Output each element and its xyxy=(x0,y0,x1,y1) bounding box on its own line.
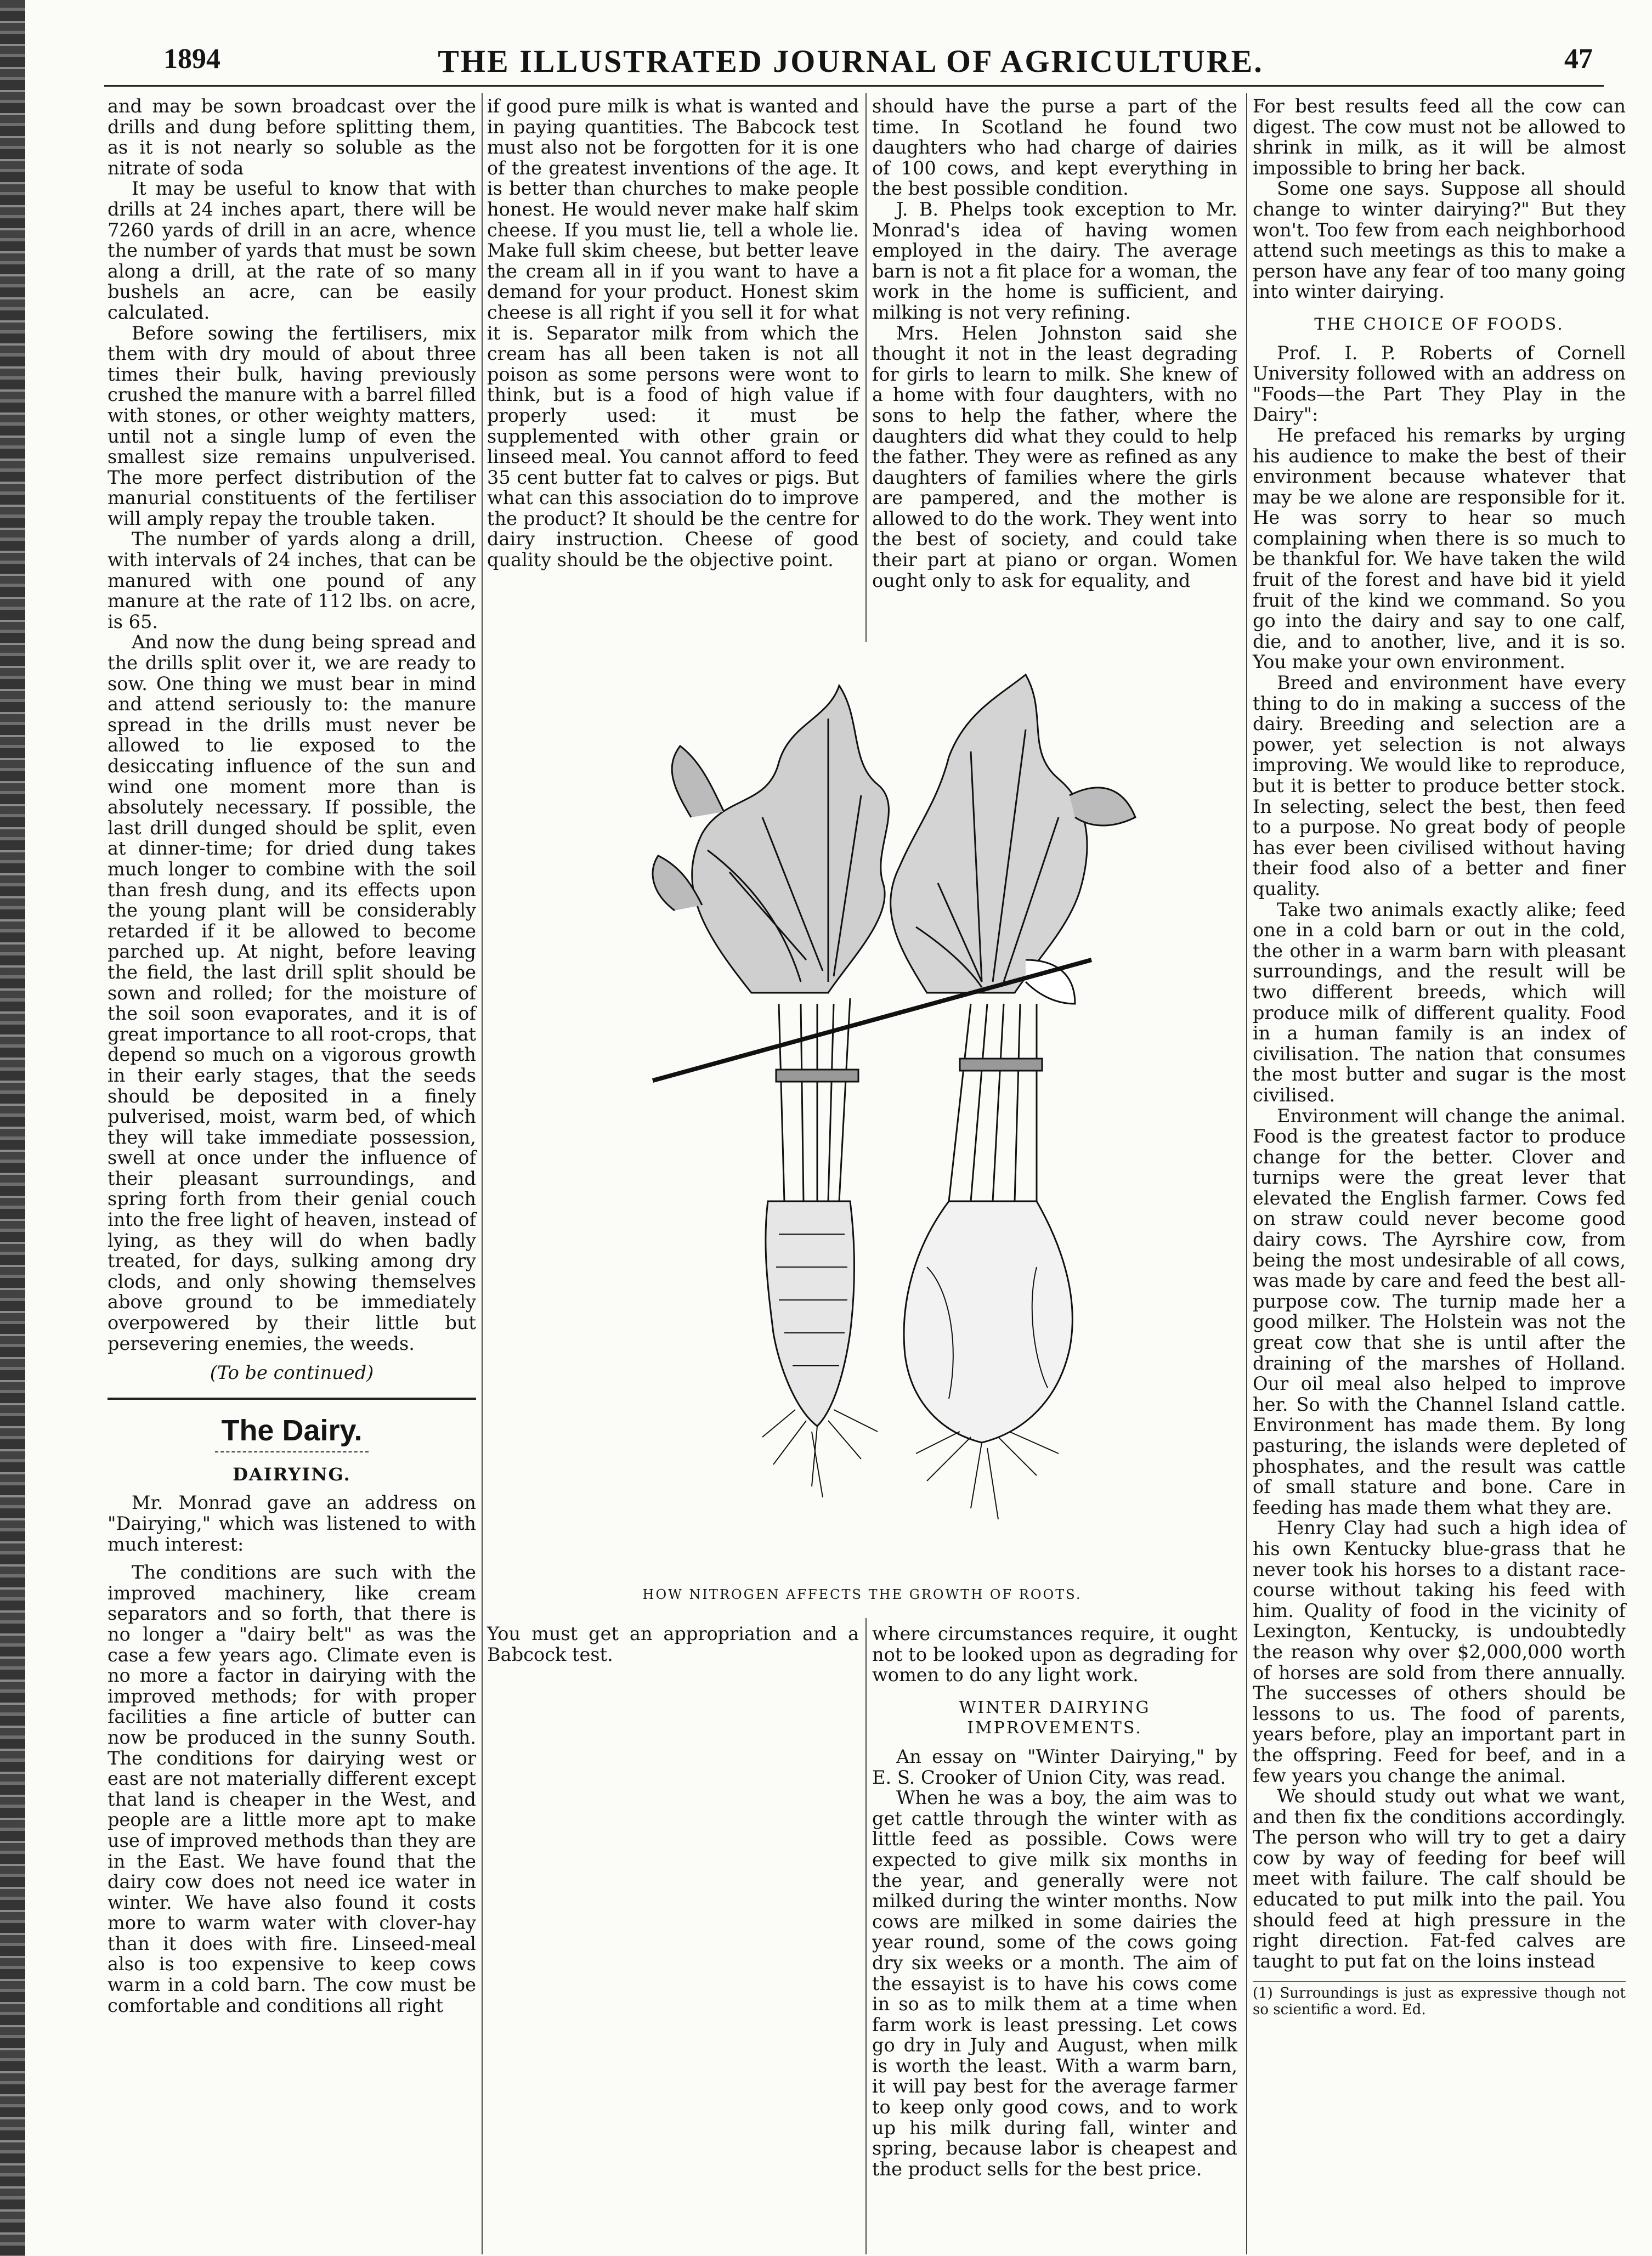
paragraph: You must get an appropriation and a Babcock test. xyxy=(487,1623,859,1665)
article-column-1 xyxy=(108,96,476,2016)
scan-edge xyxy=(0,0,25,2256)
paragraph: For best results feed all the cow can digest. The cow must not be allowed to shrink in milk, as it will be almost impossible to bring her back. xyxy=(1253,95,1626,179)
root-right-icon xyxy=(904,1201,1072,1443)
page-number: 47 xyxy=(1564,43,1593,75)
paragraph: He prefaced his remarks by urging his audience to make the best of their environment because whatever that may be we alone are responsible for it. He was sorry to hear so much complaining when there is so much to be thankful for. We have taken the wild fruit of the forest and have bid it yield fruit of the kind we command. So you go into the dairy and say to one calf, die, and to another, live, and it is so. You make your own environment. xyxy=(1253,424,1626,673)
foliage-left-icon xyxy=(653,686,889,993)
header-rule xyxy=(104,85,1604,87)
article-column-2-lower xyxy=(487,1624,859,1665)
paragraph: Breed and environment have every thing to do in making a success of the dairy. Breeding and selection are a power, yet selection is not always improving. We would like to reproduce, but it is better to produce better stock. In selecting, select the best, then feed to a purpose. No great body of people has ever been civilised without having their food also of a better and finer quality. xyxy=(1253,672,1626,900)
paragraph: where circumstances require, it ought not to be looked upon as degrading for women to do any light work. xyxy=(872,1623,1237,1686)
paragraph: Mr. Monrad gave an address on "Dairying," which was listened to with much interest: xyxy=(108,1492,476,1555)
paragraph: And now the dung being spread and the drills split over it, we are ready to sow. One thing we must bear in mind and attend seriously to: the manure spread in the drills must never be allowed to lie exposed to the desiccating influence of the sun and wind one moment more than is absolutely necessary. If possible, the last drill dunged should be split, even at dinner-time; for dried dung takes much longer to combine with the soil than fresh dung, and its effects upon the young plant will be considerably retarded if it be allowed to become parched up. At night, before leaving the field, the last drill split should be sown and rolled; for the moisture of the soil soon evaporates, and it is of great importance to all root-crops, that depend so much on a vigorous growth in their early stages, that the seeds should be deposited in a finely pulverised, moist, warm bed, of which they will take immediate possession, swell at once under the influence of their pleasant surroundings, and spring forth from their genial couch into the free light of heaven, instead of lying, as they will do when badly treated, for days, sulking among dry clods, and only showing themselves above ground to be immediately overpowered by their little but persevering enemies, the weeds. xyxy=(108,631,476,1354)
paragraph: Before sowing the fertilisers, mix them with dry mould of about three times their bulk, having previously crushed the manure with a barrel filled with stones, or other weighty matters, until not a single lump of even the smallest size remains unpulverised. The more perfect distribution of the manurial constituents of the fertiliser will amply repay the trouble taken. xyxy=(108,322,476,529)
paragraph: An essay on "Winter Dairying," by E. S. Crooker of Union City, was read. xyxy=(872,1745,1237,1788)
paragraph: if good pure milk is what is wanted and in paying quantities. The Babcock test must also not be forgotten for it is one of the greatest inventions of the age. It is better than churches to make people honest. He would never make half skim cheese. If you must lie, tell a whole lie. Make full skim cheese, but better leave the cream all in if you want to have a demand for your product. Honest skim cheese is all right if you sell it for what it is. Separator milk from which the cream has all been taken is not all poison as some persons were wont to think, but is a food of high value if properly used: it must be supplemented with other grain or linseed meal. You cannot afford to feed 35 cent butter fat to calves or pigs. But what can this association do to improve the product? It should be the centre for dairy instruction. Cheese of good quality should be the objective point. xyxy=(487,95,859,571)
paragraph: Some one says. Suppose all should change to winter dairying?" But they won't. Too few from each neighborhood attend such meetings as this to make a person have any fear of too many going into winter dairying. xyxy=(1253,178,1626,303)
paragraph: Take two animals exactly alike; feed one in a cold barn or out in the cold, the other in a warm barn with pleasant surroundings, and the result will be two different breeds, which will produce milk of different quality. Food in a human family is an index of civilisation. The nation that consumes the most butter and sugar is the most civilised. xyxy=(1253,898,1626,1106)
header-year: 1894 xyxy=(163,43,220,75)
paragraph: When he was a boy, the aim was to get cattle through the winter with as little feed as possible. Cows were expected to give milk six months in the year, and generally were not milked during the winter months. Now cows are milked in some dairies the year round, some of the cows going dry six weeks or a month. The aim of the essayist is to have his cows come in so as to milk them at a time when farm work is least pressing. Let cows go dry in July and August, when milk is worth the least. With a warm barn, it will pay best for the average farmer to keep only good cows, and to work up his milk during fall, winter and spring, because labor is cheapest and the product sells for the best price. xyxy=(872,1787,1237,2180)
roots-illustration xyxy=(642,653,1179,1530)
column-rule xyxy=(482,93,483,2254)
section-divider xyxy=(108,1398,476,1400)
paragraph: It may be useful to know that with drills at 24 inches apart, there will be 7260 yards of drill in an acre, whence the number of yards that must be sown along a drill, at the rate of so many bushels an acre, can be easily calculated. xyxy=(108,178,476,323)
article-subhead: THE CHOICE OF FOODS. xyxy=(1314,314,1564,334)
article-column-3 xyxy=(872,96,1237,591)
dash-divider xyxy=(215,1451,369,1452)
article-subhead: WINTER DAIRYING IMPROVEMENTS. xyxy=(959,1698,1151,1738)
tie-band-icon xyxy=(776,1070,858,1082)
article-column-2 xyxy=(487,96,859,570)
tie-band-icon xyxy=(960,1059,1042,1071)
paragraph: We should study out what we want, and then fix the conditions accordingly. The person who will try to get a dairy cow by way of feeding for beef will meet with failure. The calf should be educated to put milk into the pail. You should feed at high pressure in the right direction. Fat-fed calves are taught to put fat on the loins instead xyxy=(1253,1785,1626,1972)
paragraph: Prof. I. P. Roberts of Cornell University followed with an address on "Foods—the Part They Play in the Dairy": xyxy=(1253,342,1626,426)
column-rule xyxy=(865,1618,867,2254)
paragraph: The number of yards along a drill, with intervals of 24 inches, that can be manured with one pound of any manure at the rate of 112 lbs. on acre, is 65. xyxy=(108,528,476,632)
page-header xyxy=(82,43,1619,81)
paragraph: should have the purse a part of the time. In Scotland he found two daughters who had charge of dairies of 100 cows, and kept everything in the best possible condition. xyxy=(872,95,1237,200)
section-title: The Dairy. xyxy=(221,1413,363,1447)
root-left-icon xyxy=(766,1201,855,1426)
footnote: (1) Surroundings is just as expressive though not so scientific a word. Ed. xyxy=(1253,1981,1626,2018)
paragraph: Environment will change the animal. Food is the greatest factor to produce change for the better. Clover and turnips were the great lever that elevated the English farmer. Cows fed on straw could never become good dairy cows. The Ayrshire cow, from being the most undesirable of all cows, was made by care and feed the best all-purpose cow. The turnip made her a good milker. The Holstein was not the great cow that she is until after the draining of the marshes of Holland. Our oil meal also helped to improve her. So with the Channel Island cattle. Environment has made them. By long pasturing, the islands were depleted of phosphates, and the result was cattle of small stature and bone. Care in feeding has made them what they are. xyxy=(1253,1105,1626,1518)
article-subhead: DAIRYING. xyxy=(233,1463,351,1485)
paragraph: Henry Clay had such a high idea of his own Kentucky blue-grass that he never took his horses to a distant race-course without taking his feed with him. Quality of food in the vicinity of Lexington, Kentucky, is undoubtedly the reason why over $2,000,000 worth of horses are sold from there annually. The successes of others should be lessons to us. The food of parents, years before, play an important part in the offspring. Feed for beef, and in a few years you change the animal. xyxy=(1253,1517,1626,1786)
paragraph: J. B. Phelps took exception to Mr. Monrad's idea of having women employed in the dairy. The average barn is not a fit place for a woman, the work in the home is sufficient, and milking is not very refining. xyxy=(872,198,1237,323)
continued-note: (To be continued) xyxy=(210,1362,374,1384)
column-rule xyxy=(865,93,867,642)
paragraph: Mrs. Helen Johnston said she thought it not in the least degrading for girls to learn to milk. She knew of a home with four daughters, with no sons to help the father, where the daughters did what they could to help the father. They were as refined as any daughters of families where the girls are pampered, and the mother is allowed to do the work. They went into the best of society, and could take their part at piano or organ. Women ought only to ask for equality, and xyxy=(872,322,1237,591)
foliage-right-icon xyxy=(891,675,1135,1004)
article-column-3-lower xyxy=(872,1624,1237,2179)
article-column-4 xyxy=(1253,96,1626,2018)
paragraph: The conditions are such with the improved machinery, like cream separators and so forth, that there is no longer a "dairy belt" as was the case a few years ago. Climate even is no more a factor in dairying with the improved methods; for with proper facilities a fine article of butter can now be produced in the sunny South. The conditions for dairying west or east are not materially different except that land is cheaper in the West, and people are a little more apt to make use of improved methods than they are in the East. We have found that the dairy cow does not need ice water in winter. We have also found it costs more to warm water with clover-hay than it does with fire. Linseed-meal also is too expensive to keep cows warm in a cold barn. The cow must be comfortable and conditions all right xyxy=(108,1562,476,2016)
header-title: THE ILLUSTRATED JOURNAL OF AGRICULTURE. xyxy=(438,43,1264,79)
column-rule xyxy=(1246,93,1247,2254)
illustration-caption: HOW NITROGEN AFFECTS THE GROWTH OF ROOTS. xyxy=(642,1587,1082,1602)
paragraph: and may be sown broadcast over the drills and dung before splitting them, as it is not nearly so soluble as the nitrate of soda xyxy=(108,95,476,179)
